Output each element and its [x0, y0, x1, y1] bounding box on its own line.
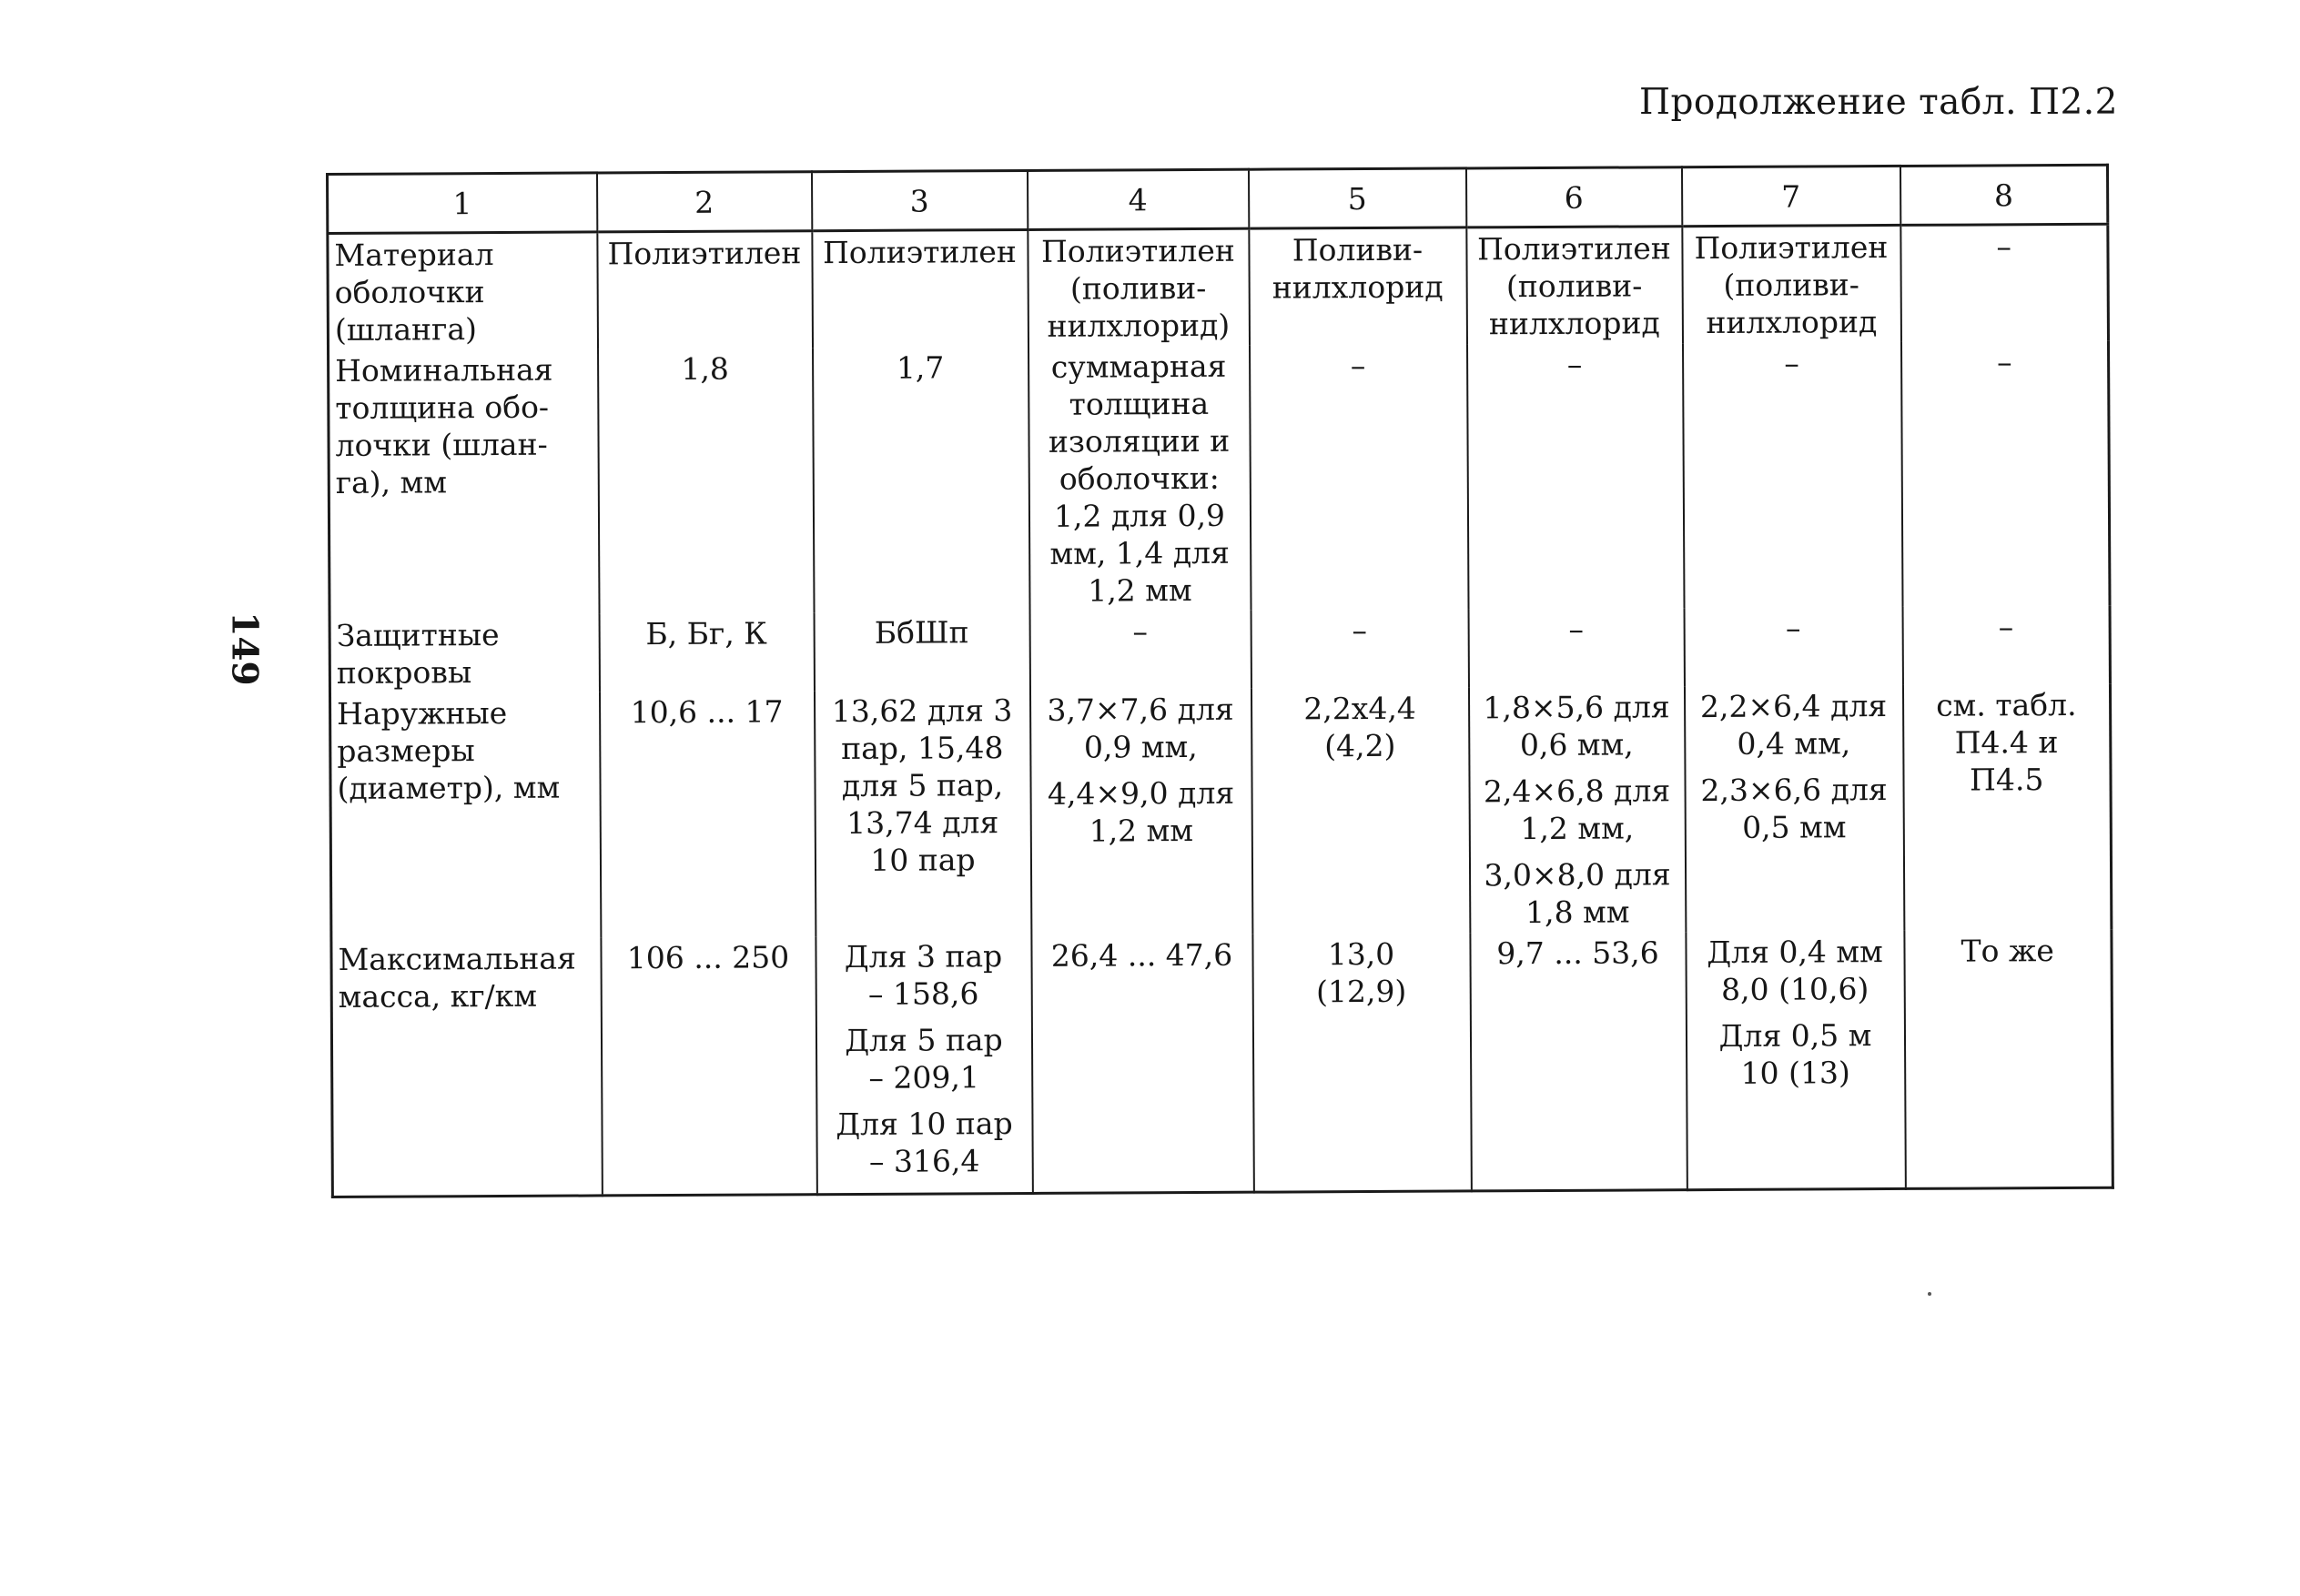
- cell-text: 1,7: [896, 349, 945, 386]
- column-header: 3: [812, 170, 1028, 230]
- cell-text: Для 0,4 мм 8,0 (10,6): [1707, 934, 1883, 1007]
- cell-text: 4,4×9,0 для 1,2 мм: [1047, 774, 1235, 849]
- column-header: 5: [1248, 168, 1465, 228]
- cell-text: суммарная толщина изоляции и оболочки: 1,2 для 0,9 мм, 1,4 для 1,2 мм: [1048, 348, 1231, 609]
- cell-text: Полиэтилен: [822, 234, 1017, 271]
- row-label-max-mass: [331, 937, 602, 1197]
- cell-text: 1,8: [681, 350, 729, 387]
- cell-text: –: [1132, 613, 1149, 650]
- table-cell: [599, 612, 814, 692]
- cell-text: 3,0×8,0 для 1,8 мм: [1484, 856, 1671, 931]
- cell-text: Для 5 пар – 209,1: [845, 1022, 1003, 1096]
- cell-text: 2,4×6,8 для 1,2 мм,: [1483, 773, 1671, 847]
- table-cell: [1029, 611, 1251, 690]
- row-label-protective-covers: [329, 613, 599, 693]
- table-cell: [1468, 686, 1685, 933]
- cell-text: –: [1566, 346, 1583, 382]
- table-row: [328, 224, 2109, 350]
- row-label-sheath-thickness: [329, 348, 600, 615]
- column-header: 2: [597, 172, 812, 232]
- cell-text: –: [1350, 348, 1366, 384]
- table-cell: [1684, 685, 1903, 932]
- table-cell: [812, 229, 1028, 348]
- cell-text: То же: [1961, 933, 2054, 969]
- cable-parameters-table: [326, 164, 2114, 1198]
- table-cell: [816, 935, 1032, 1195]
- cell-text: 1,8×5,6 для 0,6 мм,: [1483, 689, 1670, 763]
- cell-text: 2,2×6,4 для 0,4 мм,: [1699, 688, 1888, 762]
- table-caption: Продолжение табл. П2.2: [1638, 82, 2118, 123]
- table-cell: [814, 611, 1029, 691]
- cell-text: 13,0 (12,9): [1315, 935, 1407, 1010]
- table-row: [329, 341, 2110, 615]
- cell-text: БбШп: [874, 614, 969, 651]
- table-cell: [598, 348, 815, 613]
- column-header: 1: [328, 173, 597, 234]
- cell-text: Для 10 пар – 316,4: [836, 1106, 1013, 1179]
- cell-text: –: [1997, 344, 2012, 380]
- table-cell: [1031, 934, 1253, 1194]
- cell-text: Полиэтилен (поливи- нилхлорид: [1476, 230, 1671, 342]
- cell-text: Полиэтилен: [607, 235, 802, 272]
- table-cell: [1250, 344, 1469, 610]
- cell-text: Б, Бг, К: [645, 615, 767, 652]
- column-header: 8: [1900, 165, 2107, 225]
- table-cell: [1902, 606, 2110, 685]
- cell-text: –: [1784, 345, 1799, 381]
- column-header: 7: [1681, 166, 1900, 226]
- cell-text: Максимальная масса, кг/км: [338, 940, 576, 1015]
- cell-text: Для 0,5 м 10 (13): [1718, 1017, 1872, 1091]
- row-label-outer-dimensions: [329, 692, 600, 939]
- cell-text: Полиэтилен (поливи- нилхлорид: [1694, 229, 1889, 341]
- table-row: [329, 684, 2111, 939]
- header-row: [328, 165, 2108, 233]
- cell-text: Материал оболочки (шланга): [334, 237, 494, 348]
- cell-text: 2,2x4,4 (4,2): [1303, 690, 1416, 764]
- cell-text: –: [1996, 228, 2012, 265]
- table-cell: [813, 347, 1030, 612]
- scan-speck: [1928, 1292, 1931, 1296]
- row-label-sheath-material: [328, 232, 598, 350]
- cell-text: 2,3×6,6 для 0,5 мм: [1700, 772, 1888, 845]
- table-cell: [1683, 342, 1903, 608]
- table-cell: [1028, 346, 1251, 611]
- cell-text: –: [1785, 610, 1801, 646]
- table-cell: [1470, 932, 1687, 1191]
- table-cell: [1252, 933, 1471, 1192]
- table-cell: [1900, 224, 2109, 342]
- cell-text: 13,62 для 3 пар, 15,48 для 5 пар, 13,74 для 10 пар: [831, 692, 1013, 878]
- cell-text: Наружные размеры (диаметр), мм: [337, 694, 561, 806]
- cell-text: –: [1352, 612, 1367, 649]
- table-cell: [1686, 931, 1905, 1190]
- table-cell: [1904, 930, 2113, 1189]
- table-row: [329, 606, 2110, 693]
- cell-text: –: [1998, 609, 2014, 645]
- table-cell: [1468, 608, 1684, 687]
- cell-text: 9,7 ... 53,6: [1496, 934, 1659, 972]
- cell-text: Полиэтилен (поливи- нилхлорид): [1040, 232, 1235, 344]
- table-cell: [1902, 684, 2111, 931]
- table-cell: [1029, 689, 1251, 935]
- table-cell: [601, 936, 816, 1196]
- table-cell: [1467, 343, 1685, 609]
- table-cell: [599, 691, 815, 937]
- cell-text: см. табл. П4.4 и П4.5: [1936, 686, 2077, 798]
- cell-text: 26,4 ... 47,6: [1050, 936, 1233, 974]
- table-cell: [1251, 609, 1468, 688]
- cell-text: Номинальная толщина обо- лочки (шлан- га), мм: [335, 351, 553, 500]
- page-number: 149: [223, 611, 266, 686]
- table-cell: [1249, 227, 1467, 346]
- cell-text: Для 3 пар – 158,6: [844, 938, 1003, 1012]
- column-header: 6: [1465, 167, 1681, 227]
- cell-text: 10,6 ... 17: [630, 693, 784, 731]
- table-cell: [1028, 228, 1250, 347]
- table-cell: [1466, 227, 1683, 345]
- table-cell: [1682, 225, 1901, 343]
- table-row: [331, 930, 2113, 1197]
- table-cell: [1251, 687, 1469, 934]
- column-header: 4: [1027, 169, 1248, 229]
- table-cell: [597, 231, 813, 349]
- cell-text: Защитные покровы: [336, 617, 500, 691]
- cell-text: –: [1568, 611, 1584, 647]
- cell-text: Поливи- нилхлорид: [1272, 231, 1444, 306]
- table-cell: [814, 690, 1030, 936]
- table-cell: [1684, 607, 1902, 686]
- cell-text: 106 ... 250: [626, 939, 790, 976]
- table-cell: [1900, 341, 2110, 607]
- cell-text: 3,7×7,6 для 0,9 мм,: [1047, 691, 1234, 765]
